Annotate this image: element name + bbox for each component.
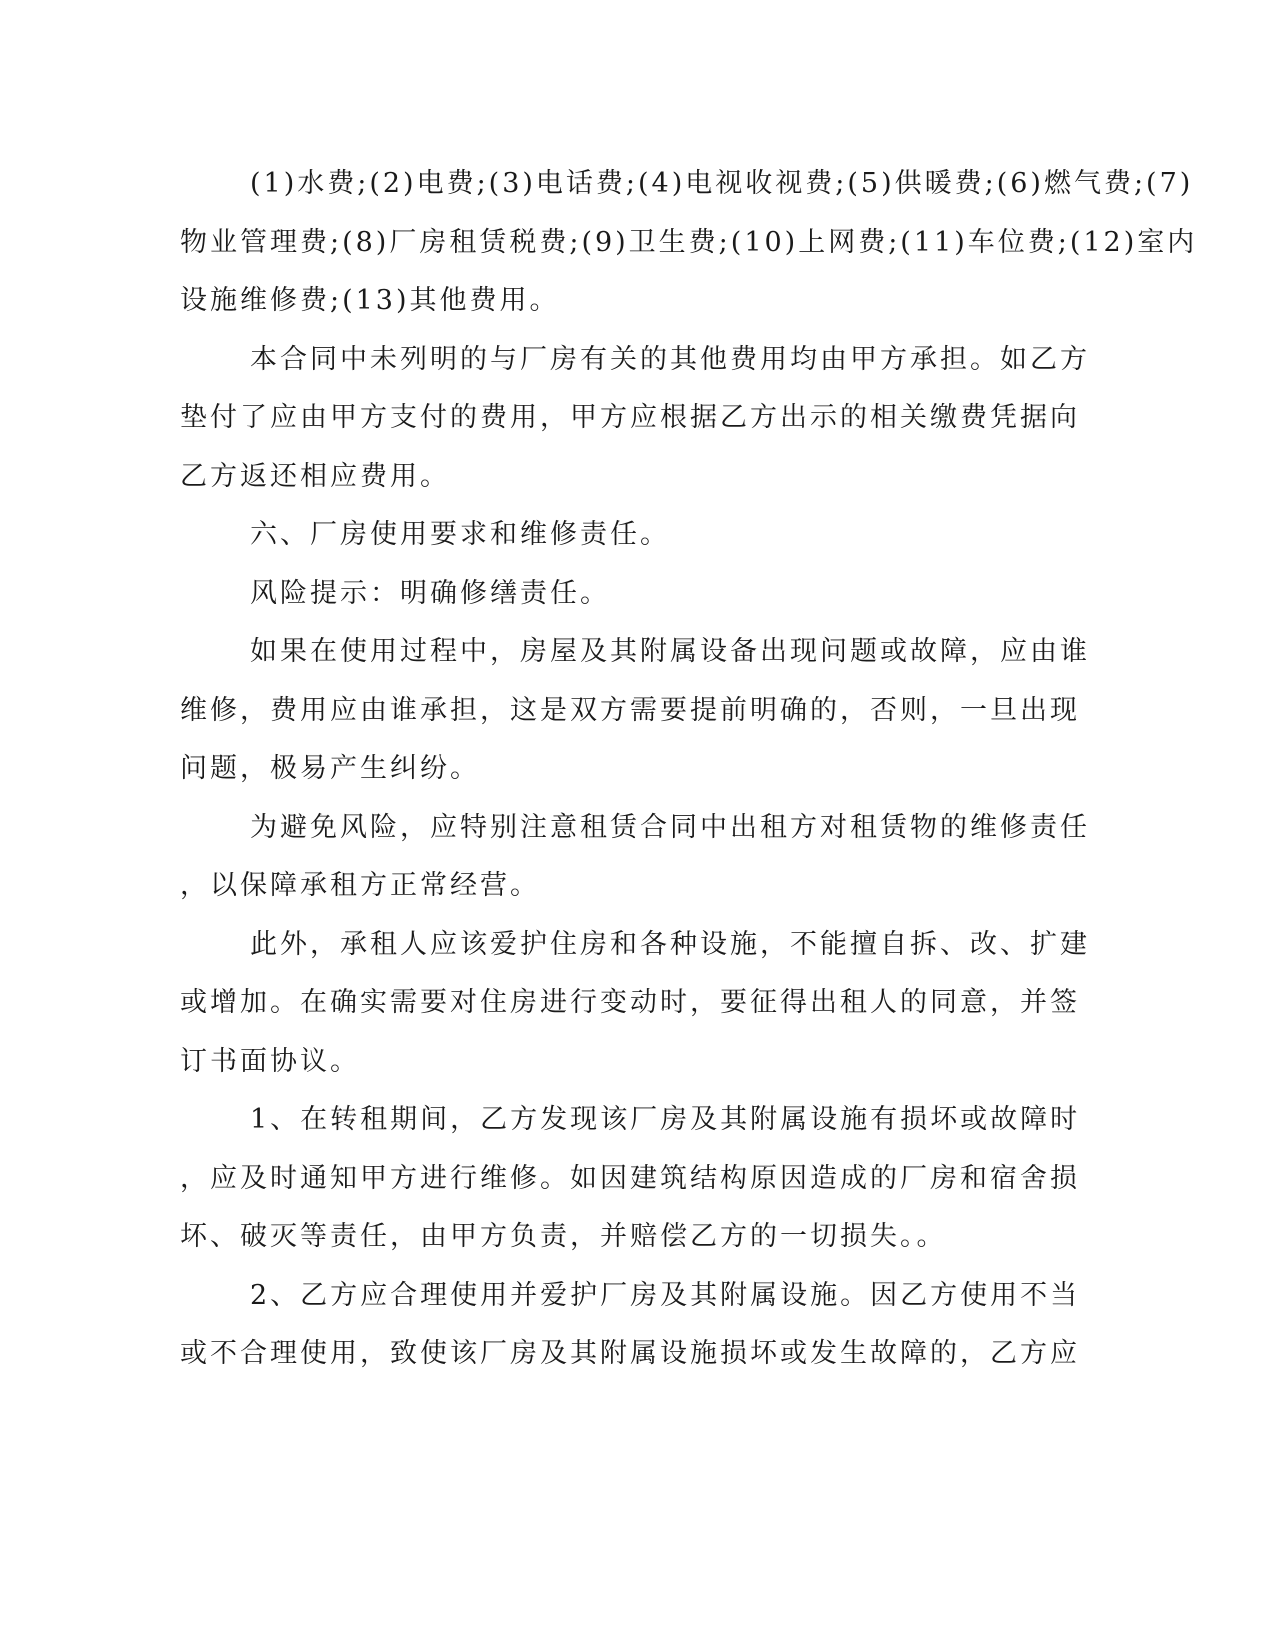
text-line: 为避免风险，应特别注意租赁合同中出租方对租赁物的维修责任 <box>250 811 1090 843</box>
text-line: 问题，极易产生纠纷。 <box>180 753 480 784</box>
clause-2: 2、乙方应合理使用并爱护厂房及其附属设施。因乙方使用不当 <box>250 1279 1081 1311</box>
text-line: 此外，承租人应该爱护住房和各种设施，不能擅自拆、改、扩建 <box>250 928 1090 960</box>
text-line: 乙方返还相应费用。 <box>180 460 450 492</box>
text-line: 维修，费用应由谁承担，这是双方需要提前明确的，否则，一旦出现 <box>180 694 1080 726</box>
text-line: 或增加。在确实需要对住房进行变动时，要征得出租人的同意，并签 <box>180 987 1080 1018</box>
section-heading: 六、厂房使用要求和维修责任。 <box>250 519 670 550</box>
text-line: 物业管理费;(8)厂房租赁税费;(9)卫生费;(10)上网费;(11)车位费;(12)室内 <box>180 226 1198 258</box>
risk-tip: 风险提示：明确修缮责任。 <box>250 577 610 609</box>
text-line: 或不合理使用，致使该厂房及其附属设施损坏或发生故障的，乙方应 <box>180 1338 1080 1369</box>
clause-1: 1、在转租期间，乙方发现该厂房及其附属设施有损坏或故障时 <box>250 1104 1081 1135</box>
text-line: 如果在使用过程中，房屋及其附属设备出现问题或故障，应由谁 <box>250 636 1090 667</box>
text-line: (1)水费;(2)电费;(3)电话费;(4)电视收视费;(5)供暖费;(6)燃气费;(7) <box>250 168 1194 199</box>
document-body <box>180 162 1198 1391</box>
text-line: 垫付了应由甲方支付的费用，甲方应根据乙方出示的相关缴费凭据向 <box>180 402 1080 433</box>
text-line: ，应及时通知甲方进行维修。如因建筑结构原因造成的厂房和宿舍损 <box>180 1162 1080 1194</box>
text-line: 设施维修费;(13)其他费用。 <box>180 285 560 316</box>
text-line: 本合同中未列明的与厂房有关的其他费用均由甲方承担。如乙方 <box>250 343 1090 375</box>
text-line: 坏、破灭等责任，由甲方负责，并赔偿乙方的一切损失。。 <box>180 1221 947 1252</box>
text-line: 订书面协议。 <box>180 1045 360 1077</box>
text-line: ，以保障承租方正常经营。 <box>180 870 540 901</box>
